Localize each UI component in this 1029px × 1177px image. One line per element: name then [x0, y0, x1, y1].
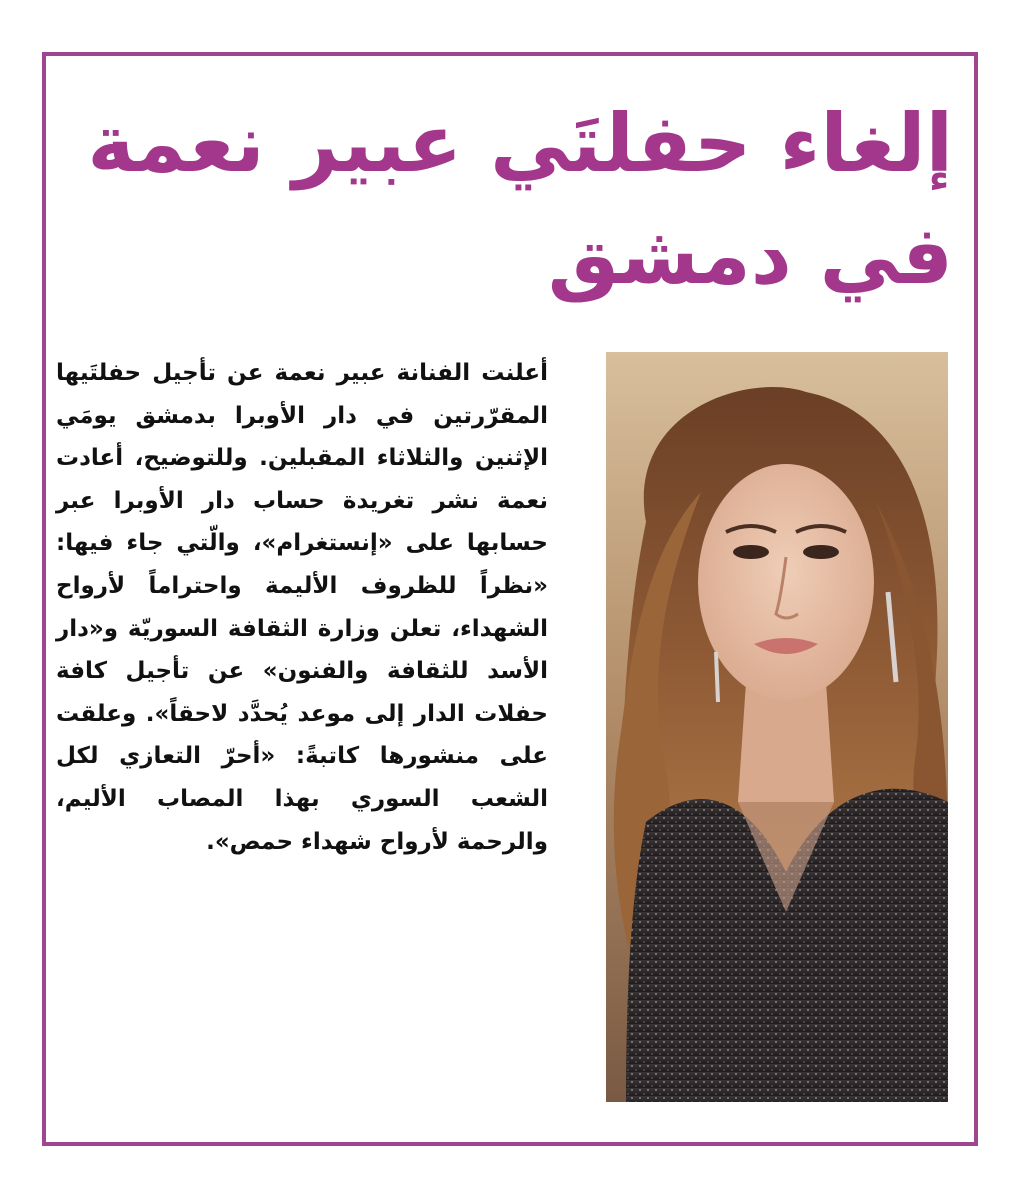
article-body: أعلنت الفنانة عبير نعمة عن تأجيل حفلتَيها المقرّرتين في دار الأوبرا بدمشق يومَي الإثنين والثلاثاء المقبلين. وللتوضيح، أعادت نعمة نشر تغريدة حساب دار الأوبرا عبر حسابها على «إنستغرام»، والّتي جاء فيها: «نظراً للظروف الأليمة واحتراماً لأرواح الشهداء، تعلن وزارة الثقافة السوريّة و«دار الأسد للثقافة والفنون» عن تأجيل كافة حفلات الدار إلى موعد يُحدَّد لاحقاً». وعلقت على منشورها كاتبةً: «أحرّ التعازي لكل الشعب السوري بهذا المصاب الأليم، والرحمة لأرواح شهداء حمص». [56, 360, 548, 855]
portrait-photo [606, 352, 948, 1102]
headline [87, 88, 953, 312]
headline-line-2: في دمشق [547, 209, 953, 302]
headline-line-1: إلغاء حفلتَي عبير نعمة [87, 97, 953, 190]
